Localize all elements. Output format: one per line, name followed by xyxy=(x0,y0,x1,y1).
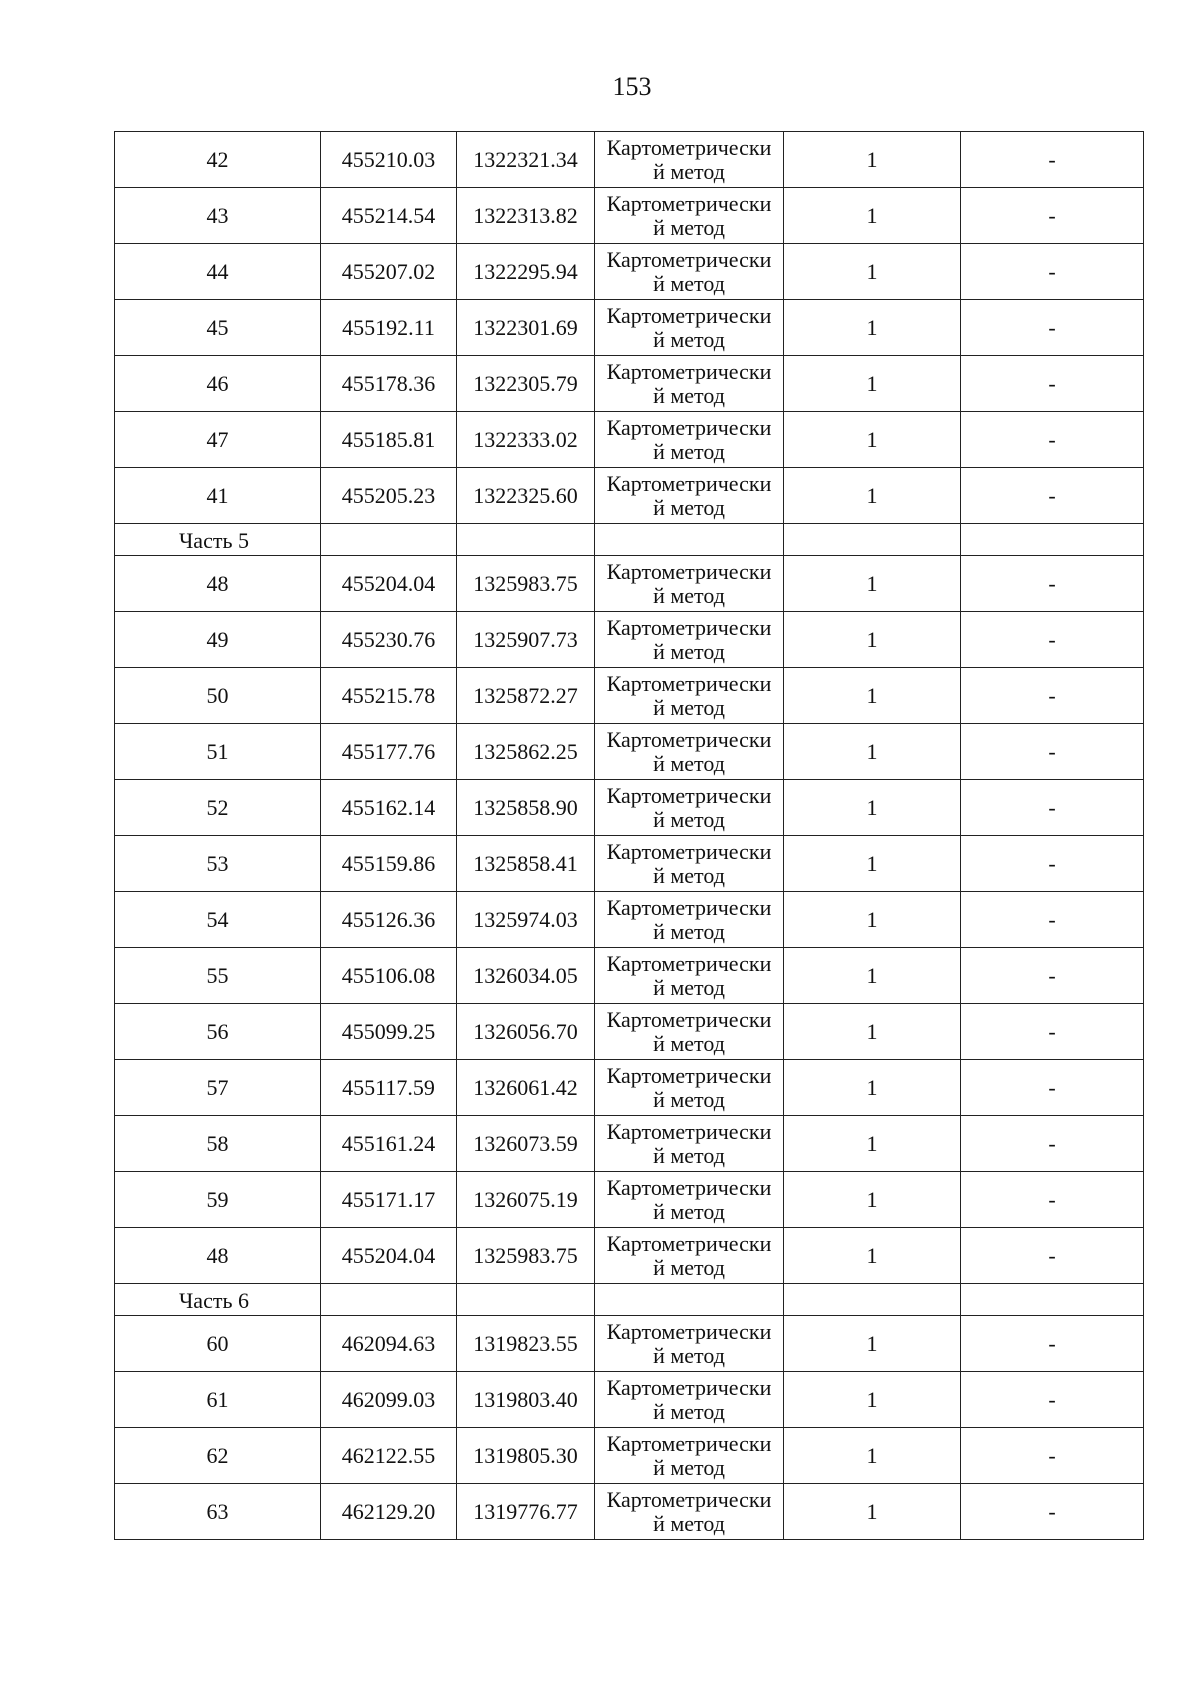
empty-cell xyxy=(961,524,1144,556)
y-coordinate-cell: 1319805.30 xyxy=(457,1428,595,1484)
x-coordinate-cell: 455162.14 xyxy=(321,780,457,836)
page-number: 153 xyxy=(612,72,652,101)
x-coordinate-cell: 462122.55 xyxy=(321,1428,457,1484)
point-number-cell: 48 xyxy=(115,556,321,612)
point-number-cell: 41 xyxy=(115,468,321,524)
empty-cell xyxy=(457,1284,595,1316)
accuracy-cell: 1 xyxy=(784,724,961,780)
x-coordinate-cell: 455099.25 xyxy=(321,1004,457,1060)
table-row xyxy=(115,1484,1144,1540)
point-number-cell: 45 xyxy=(115,300,321,356)
note-cell: - xyxy=(961,780,1144,836)
y-coordinate-cell: 1319823.55 xyxy=(457,1316,595,1372)
point-number-cell: 51 xyxy=(115,724,321,780)
method-cell: Картометрически й метод xyxy=(595,612,784,668)
note-cell: - xyxy=(961,468,1144,524)
empty-cell xyxy=(784,524,961,556)
note-cell: - xyxy=(961,412,1144,468)
point-number-cell: 49 xyxy=(115,612,321,668)
point-number-cell: 58 xyxy=(115,1116,321,1172)
accuracy-cell: 1 xyxy=(784,132,961,188)
coordinates-table-body xyxy=(115,132,1144,1540)
method-cell: Картометрически й метод xyxy=(595,1172,784,1228)
accuracy-cell: 1 xyxy=(784,412,961,468)
x-coordinate-cell: 455230.76 xyxy=(321,612,457,668)
method-cell: Картометрически й метод xyxy=(595,780,784,836)
x-coordinate-cell: 455106.08 xyxy=(321,948,457,1004)
note-cell: - xyxy=(961,1428,1144,1484)
x-coordinate-cell: 455215.78 xyxy=(321,668,457,724)
table-row xyxy=(115,1060,1144,1116)
method-cell: Картометрически й метод xyxy=(595,836,784,892)
y-coordinate-cell: 1325858.90 xyxy=(457,780,595,836)
note-cell: - xyxy=(961,300,1144,356)
point-number-cell: 46 xyxy=(115,356,321,412)
accuracy-cell: 1 xyxy=(784,1060,961,1116)
x-coordinate-cell: 455161.24 xyxy=(321,1116,457,1172)
accuracy-cell: 1 xyxy=(784,300,961,356)
empty-cell xyxy=(595,524,784,556)
method-cell: Картометрически й метод xyxy=(595,188,784,244)
accuracy-cell: 1 xyxy=(784,1116,961,1172)
table-row xyxy=(115,1316,1144,1372)
x-coordinate-cell: 455126.36 xyxy=(321,892,457,948)
accuracy-cell: 1 xyxy=(784,468,961,524)
table-row xyxy=(115,892,1144,948)
empty-cell xyxy=(457,524,595,556)
y-coordinate-cell: 1325872.27 xyxy=(457,668,595,724)
table-row xyxy=(115,1372,1144,1428)
x-coordinate-cell: 462099.03 xyxy=(321,1372,457,1428)
point-number-cell: 55 xyxy=(115,948,321,1004)
point-number-cell: 59 xyxy=(115,1172,321,1228)
point-number-cell: 42 xyxy=(115,132,321,188)
y-coordinate-cell: 1325907.73 xyxy=(457,612,595,668)
accuracy-cell: 1 xyxy=(784,612,961,668)
table-row xyxy=(115,412,1144,468)
point-number-cell: 50 xyxy=(115,668,321,724)
note-cell: - xyxy=(961,132,1144,188)
accuracy-cell: 1 xyxy=(784,1004,961,1060)
point-number-cell: 48 xyxy=(115,1228,321,1284)
x-coordinate-cell: 455159.86 xyxy=(321,836,457,892)
note-cell: - xyxy=(961,948,1144,1004)
method-cell: Картометрически й метод xyxy=(595,892,784,948)
method-cell: Картометрически й метод xyxy=(595,1316,784,1372)
empty-cell xyxy=(595,1284,784,1316)
table-row xyxy=(115,300,1144,356)
section-row xyxy=(115,524,1144,556)
note-cell: - xyxy=(961,1372,1144,1428)
empty-cell xyxy=(321,1284,457,1316)
note-cell: - xyxy=(961,1116,1144,1172)
y-coordinate-cell: 1319803.40 xyxy=(457,1372,595,1428)
x-coordinate-cell: 455207.02 xyxy=(321,244,457,300)
method-cell: Картометрически й метод xyxy=(595,300,784,356)
method-cell: Картометрически й метод xyxy=(595,1060,784,1116)
y-coordinate-cell: 1319776.77 xyxy=(457,1484,595,1540)
y-coordinate-cell: 1322301.69 xyxy=(457,300,595,356)
empty-cell xyxy=(784,1284,961,1316)
coordinates-table xyxy=(114,131,1144,1540)
x-coordinate-cell: 455204.04 xyxy=(321,1228,457,1284)
method-cell: Картометрически й метод xyxy=(595,1228,784,1284)
x-coordinate-cell: 455205.23 xyxy=(321,468,457,524)
note-cell: - xyxy=(961,356,1144,412)
note-cell: - xyxy=(961,1316,1144,1372)
x-coordinate-cell: 455192.11 xyxy=(321,300,457,356)
y-coordinate-cell: 1325858.41 xyxy=(457,836,595,892)
point-number-cell: 60 xyxy=(115,1316,321,1372)
table-row xyxy=(115,188,1144,244)
accuracy-cell: 1 xyxy=(784,1228,961,1284)
point-number-cell: 56 xyxy=(115,1004,321,1060)
empty-cell xyxy=(961,1284,1144,1316)
note-cell: - xyxy=(961,1060,1144,1116)
accuracy-cell: 1 xyxy=(784,668,961,724)
point-number-cell: 54 xyxy=(115,892,321,948)
point-number-cell: 57 xyxy=(115,1060,321,1116)
section-row xyxy=(115,1284,1144,1316)
table-row xyxy=(115,1172,1144,1228)
table-row xyxy=(115,1116,1144,1172)
table-row xyxy=(115,836,1144,892)
y-coordinate-cell: 1325974.03 xyxy=(457,892,595,948)
table-row xyxy=(115,132,1144,188)
y-coordinate-cell: 1326073.59 xyxy=(457,1116,595,1172)
table-row xyxy=(115,724,1144,780)
table-row xyxy=(115,468,1144,524)
accuracy-cell: 1 xyxy=(784,1428,961,1484)
note-cell: - xyxy=(961,188,1144,244)
y-coordinate-cell: 1326034.05 xyxy=(457,948,595,1004)
accuracy-cell: 1 xyxy=(784,1372,961,1428)
accuracy-cell: 1 xyxy=(784,356,961,412)
accuracy-cell: 1 xyxy=(784,892,961,948)
method-cell: Картометрически й метод xyxy=(595,356,784,412)
x-coordinate-cell: 455177.76 xyxy=(321,724,457,780)
method-cell: Картометрически й метод xyxy=(595,132,784,188)
method-cell: Картометрически й метод xyxy=(595,468,784,524)
y-coordinate-cell: 1322321.34 xyxy=(457,132,595,188)
table-row xyxy=(115,668,1144,724)
table-row xyxy=(115,556,1144,612)
accuracy-cell: 1 xyxy=(784,556,961,612)
accuracy-cell: 1 xyxy=(784,188,961,244)
accuracy-cell: 1 xyxy=(784,1484,961,1540)
accuracy-cell: 1 xyxy=(784,1172,961,1228)
note-cell: - xyxy=(961,836,1144,892)
table-row xyxy=(115,948,1144,1004)
accuracy-cell: 1 xyxy=(784,780,961,836)
section-label: Часть 6 xyxy=(115,1284,321,1316)
point-number-cell: 62 xyxy=(115,1428,321,1484)
table-row xyxy=(115,780,1144,836)
point-number-cell: 63 xyxy=(115,1484,321,1540)
method-cell: Картометрически й метод xyxy=(595,1116,784,1172)
point-number-cell: 43 xyxy=(115,188,321,244)
x-coordinate-cell: 462129.20 xyxy=(321,1484,457,1540)
accuracy-cell: 1 xyxy=(784,836,961,892)
y-coordinate-cell: 1326075.19 xyxy=(457,1172,595,1228)
note-cell: - xyxy=(961,244,1144,300)
y-coordinate-cell: 1322295.94 xyxy=(457,244,595,300)
x-coordinate-cell: 462094.63 xyxy=(321,1316,457,1372)
x-coordinate-cell: 455210.03 xyxy=(321,132,457,188)
table-row xyxy=(115,1228,1144,1284)
x-coordinate-cell: 455185.81 xyxy=(321,412,457,468)
x-coordinate-cell: 455204.04 xyxy=(321,556,457,612)
table-row xyxy=(115,244,1144,300)
accuracy-cell: 1 xyxy=(784,1316,961,1372)
note-cell: - xyxy=(961,556,1144,612)
point-number-cell: 52 xyxy=(115,780,321,836)
y-coordinate-cell: 1325983.75 xyxy=(457,1228,595,1284)
table-row xyxy=(115,356,1144,412)
note-cell: - xyxy=(961,1228,1144,1284)
point-number-cell: 53 xyxy=(115,836,321,892)
note-cell: - xyxy=(961,1484,1144,1540)
empty-cell xyxy=(321,524,457,556)
note-cell: - xyxy=(961,1004,1144,1060)
method-cell: Картометрически й метод xyxy=(595,724,784,780)
accuracy-cell: 1 xyxy=(784,244,961,300)
note-cell: - xyxy=(961,1172,1144,1228)
y-coordinate-cell: 1322325.60 xyxy=(457,468,595,524)
y-coordinate-cell: 1326061.42 xyxy=(457,1060,595,1116)
method-cell: Картометрически й метод xyxy=(595,1428,784,1484)
x-coordinate-cell: 455178.36 xyxy=(321,356,457,412)
y-coordinate-cell: 1325862.25 xyxy=(457,724,595,780)
point-number-cell: 44 xyxy=(115,244,321,300)
y-coordinate-cell: 1325983.75 xyxy=(457,556,595,612)
note-cell: - xyxy=(961,892,1144,948)
method-cell: Картометрически й метод xyxy=(595,244,784,300)
table-row xyxy=(115,1004,1144,1060)
y-coordinate-cell: 1322313.82 xyxy=(457,188,595,244)
method-cell: Картометрически й метод xyxy=(595,1372,784,1428)
y-coordinate-cell: 1322333.02 xyxy=(457,412,595,468)
accuracy-cell: 1 xyxy=(784,948,961,1004)
table-row xyxy=(115,1428,1144,1484)
y-coordinate-cell: 1322305.79 xyxy=(457,356,595,412)
note-cell: - xyxy=(961,612,1144,668)
note-cell: - xyxy=(961,668,1144,724)
method-cell: Картометрически й метод xyxy=(595,948,784,1004)
method-cell: Картометрически й метод xyxy=(595,1004,784,1060)
x-coordinate-cell: 455171.17 xyxy=(321,1172,457,1228)
table-row xyxy=(115,612,1144,668)
method-cell: Картометрически й метод xyxy=(595,668,784,724)
x-coordinate-cell: 455117.59 xyxy=(321,1060,457,1116)
method-cell: Картометрически й метод xyxy=(595,556,784,612)
point-number-cell: 47 xyxy=(115,412,321,468)
method-cell: Картометрически й метод xyxy=(595,412,784,468)
y-coordinate-cell: 1326056.70 xyxy=(457,1004,595,1060)
x-coordinate-cell: 455214.54 xyxy=(321,188,457,244)
note-cell: - xyxy=(961,724,1144,780)
method-cell: Картометрически й метод xyxy=(595,1484,784,1540)
point-number-cell: 61 xyxy=(115,1372,321,1428)
section-label: Часть 5 xyxy=(115,524,321,556)
